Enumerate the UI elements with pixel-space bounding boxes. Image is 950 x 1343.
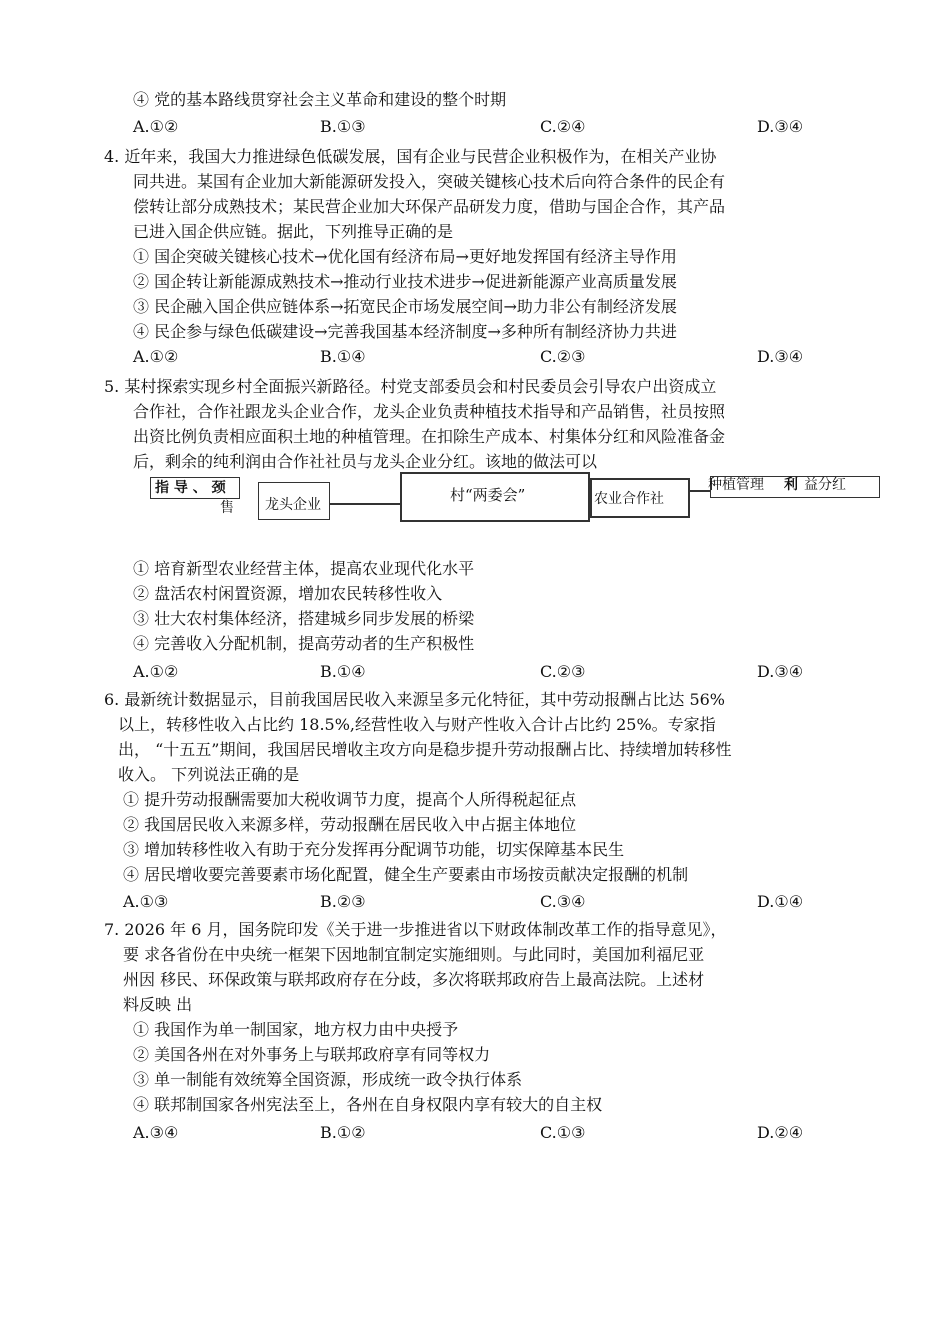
profit-label: 益分红 xyxy=(804,477,846,493)
q6-stem-line-2: 以上，转移性收入占比约 18.5%,经营性收入与财产性收入合计占比约 25%。专家指 xyxy=(118,715,716,734)
q6-item-3: ③ 增加转移性收入有助于充分发挥再分配调节功能，切实保障基本民生 xyxy=(123,840,625,859)
q4-option-a: A.①② xyxy=(133,347,179,366)
cooperative-label: 农业合作社 xyxy=(594,491,664,507)
planting-label: 种植管理 xyxy=(708,477,764,493)
q7-option-d: D.②④ xyxy=(757,1123,804,1142)
q7-stem-line-1: 7. 2026 年 6 月，国务院印发《关于进一步推进省以下财政体制改革工作的指导意见》， xyxy=(104,920,727,939)
q7-item-1: ① 我国作为单一制国家，地方权力由中央授予 xyxy=(133,1020,459,1039)
li-label: 利 xyxy=(784,477,798,493)
q5-stem-line-2: 合作社，合作社跟龙头企业合作，龙头企业负责种植技术指导和产品销售，社员按照 xyxy=(133,402,726,421)
q7-stem-line-3: 州因 移民、环保政策与联邦政府存在分歧，多次将联邦政府告上最高法院。上述材 xyxy=(123,970,705,989)
q4-item-1: ① 国企突破关键核心技术→优化国有经济布局→更好地发挥国有经济主导作用 xyxy=(133,247,677,266)
q7-option-c: C.①③ xyxy=(540,1123,586,1142)
q3-item-4: ④ 党的基本路线贯穿社会主义革命和建设的整个时期 xyxy=(133,90,507,109)
q6-item-4: ④ 居民增收要完善要素市场化配置，健全生产要素由市场按贡献决定报酬的机制 xyxy=(123,865,689,884)
q3-option-a: A.①② xyxy=(133,117,179,136)
q7-item-2: ② 美国各州在对外事务上与联邦政府享有同等权力 xyxy=(133,1045,491,1064)
q5-option-c: C.②③ xyxy=(540,662,586,681)
q6-option-b: B.②③ xyxy=(320,892,366,911)
q5-item-4: ④ 完善收入分配机制，提高劳动者的生产积极性 xyxy=(133,634,475,653)
q4-stem-line-2: 同共进。某国有企业加大新能源研发投入，突破关键核心技术后向符合条件的民企有 xyxy=(133,172,726,191)
q4-option-d: D.③④ xyxy=(757,347,804,366)
q5-item-1: ① 培育新型农业经营主体，提高农业现代化水平 xyxy=(133,559,475,578)
q7-option-b: B.①② xyxy=(320,1123,366,1142)
q6-option-a: A.①③ xyxy=(123,892,169,911)
leading-enterprise-label: 龙头企业 xyxy=(265,497,321,513)
q5-option-a: A.①② xyxy=(133,662,179,681)
q5-stem-line-4: 后，剩余的纯利润由合作社社员与龙头企业分红。该地的做法可以 xyxy=(133,452,598,471)
q5-option-b: B.①④ xyxy=(320,662,366,681)
q5-item-2: ② 盘活农村闲置资源，增加农民转移性收入 xyxy=(133,584,443,603)
q6-item-1: ① 提升劳动报酬需要加大税收调节力度，提高个人所得税起征点 xyxy=(123,790,577,809)
q5-option-d: D.③④ xyxy=(757,662,804,681)
q7-stem-line-4: 料反映 出 xyxy=(123,995,193,1014)
q6-stem-line-3: 出， “十五五”期间，我国居民增收主攻方向是稳步提升劳动报酬占比、持续增加转移性 xyxy=(118,740,732,759)
sell-label: 售 xyxy=(220,500,234,516)
q5-item-3: ③ 壮大农村集体经济，搭建城乡同步发展的桥梁 xyxy=(133,609,475,628)
q5-flow-diagram xyxy=(150,470,880,530)
connector-3 xyxy=(690,490,710,492)
q4-stem-line-3: 偿转让部分成熟技术；某民营企业加大环保产品研发力度，借助与国企合作，其产品 xyxy=(133,197,726,216)
q6-option-c: C.③④ xyxy=(540,892,586,911)
q4-option-c: C.②③ xyxy=(540,347,586,366)
village-committee-label: 村“两委会” xyxy=(450,486,526,504)
q6-option-d: D.①④ xyxy=(757,892,804,911)
q7-stem-line-2: 要 求各省份在中央统一框架下因地制宜制定实施细则。与此同时，美国加利福尼亚 xyxy=(123,945,705,964)
guide-label: 指 导 、 颈 xyxy=(155,480,226,496)
q4-item-4: ④ 民企参与绿色低碳建设→完善我国基本经济制度→多种所有制经济协力共进 xyxy=(133,322,677,341)
q4-stem-line-1: 4. 近年来，我国大力推进绿色低碳发展，国有企业与民营企业积极作为，在相关产业协 xyxy=(104,147,717,166)
q6-item-2: ② 我国居民收入来源多样，劳动报酬在居民收入中占据主体地位 xyxy=(123,815,577,834)
q4-item-2: ② 国企转让新能源成熟技术→推动行业技术进步→促进新能源产业高质量发展 xyxy=(133,272,677,291)
q5-stem-line-1: 5. 某村探索实现乡村全面振兴新路径。村党支部委员会和村民委员会引导农户出资成立 xyxy=(104,377,717,396)
q4-item-3: ③ 民企融入国企供应链体系→拓宽民企市场发展空间→助力非公有制经济发展 xyxy=(133,297,677,316)
q3-option-d: D.③④ xyxy=(757,117,804,136)
connector-1 xyxy=(330,503,400,505)
q6-stem-line-4: 收入。 下列说法正确的是 xyxy=(118,765,300,784)
q4-stem-line-4: 已进入国企供应链。据此，下列推导正确的是 xyxy=(133,222,454,241)
q4-option-b: B.①④ xyxy=(320,347,366,366)
q3-option-b: B.①③ xyxy=(320,117,366,136)
q3-option-c: C.②④ xyxy=(540,117,586,136)
q5-stem-line-3: 出资比例负责相应面积土地的种植管理。在扣除生产成本、村集体分红和风险准备金 xyxy=(133,427,726,446)
q7-item-4: ④ 联邦制国家各州宪法至上，各州在自身权限内享有较大的自主权 xyxy=(133,1095,603,1114)
q7-item-3: ③ 单一制能有效统筹全国资源，形成统一政令执行体系 xyxy=(133,1070,523,1089)
q7-option-a: A.③④ xyxy=(133,1123,179,1142)
q6-stem-line-1: 6. 最新统计数据显示，目前我国居民收入来源呈多元化特征，其中劳动报酬占比达 56% xyxy=(104,690,726,709)
